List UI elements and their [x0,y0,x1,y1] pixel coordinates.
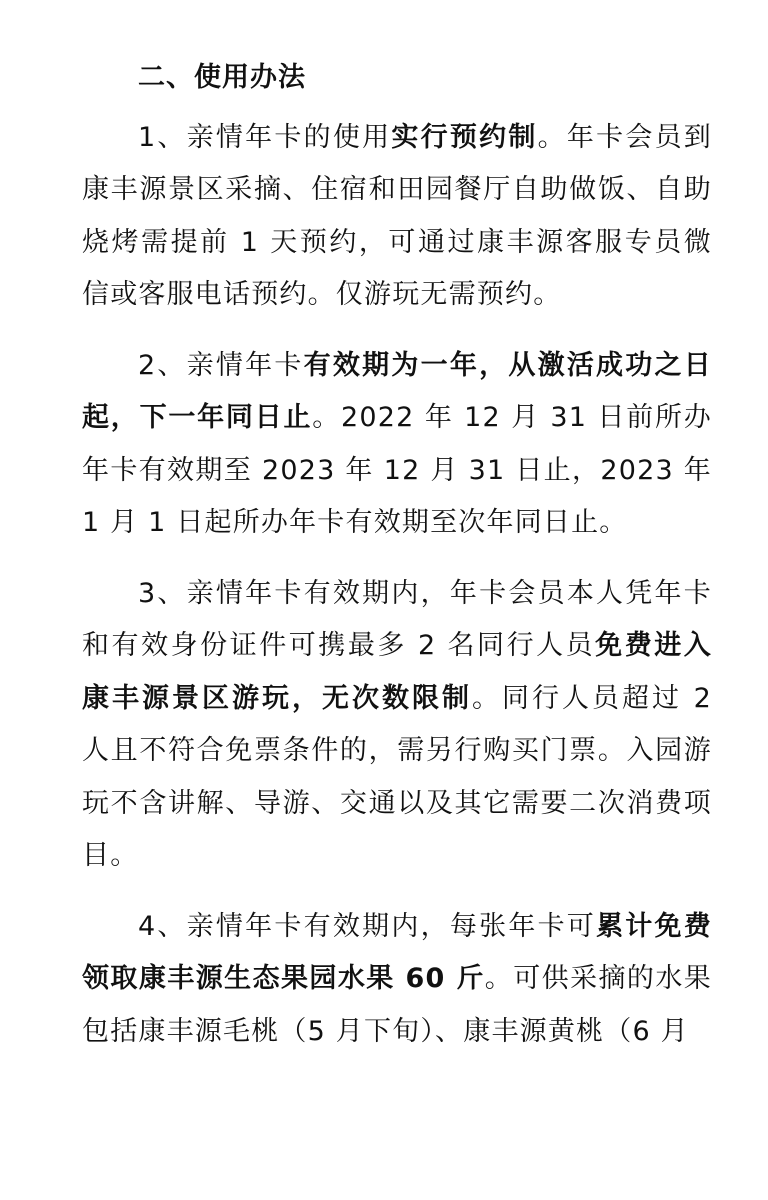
text-run: 。同行人员超过 2 人且不符合免票条件的，需另行购买门票。入园游玩不含讲解、导游、交通以及其它需要二次消费项目。 [82,682,713,871]
text-run: 。可供采摘的水果包括康丰源毛桃（5 月下旬）、康丰源黄桃（6 月 [82,963,712,1047]
paragraph-3 [82,568,712,883]
text-run: 4、亲情年卡有效期内，每张年卡可 [138,910,597,942]
section-heading: 二、使用办法 [138,62,306,93]
text-run: 2、亲情年卡 [138,349,304,381]
paragraph-4 [82,901,712,1059]
bold-text: 有效期为一年，从激活成功之日起，下一年同日止 [82,349,712,433]
paragraph-2 [82,340,712,550]
text-run: 1、亲情年卡的使用 [138,121,392,153]
bold-text: 实行预约制 [391,121,538,153]
bold-text: 累计免费领取康丰源生态果园水果 60 斤 [82,910,712,994]
paragraph-1 [82,112,712,322]
text-run: 。年卡会员到康丰源景区采摘、住宿和田园餐厅自助做饭、自助烧烤需提前 1 天预约，可通过康丰源客服专员微信或客服电话预约。仅游玩无需预约。 [82,121,713,310]
text-run: 3、亲情年卡有效期内，年卡会员本人凭年卡和有效身份证件可携最多 2 名同行人员 [82,577,712,661]
text-run: 。2022 年 12 月 31 日前所办年卡有效期至 2023 年 12 月 31 日止，2023 年 1 月 1 日起所办年卡有效期至次年同日止。 [82,402,712,538]
bold-text: 免费进入康丰源景区游玩，无次数限制 [82,630,712,714]
document-body [82,112,712,1059]
